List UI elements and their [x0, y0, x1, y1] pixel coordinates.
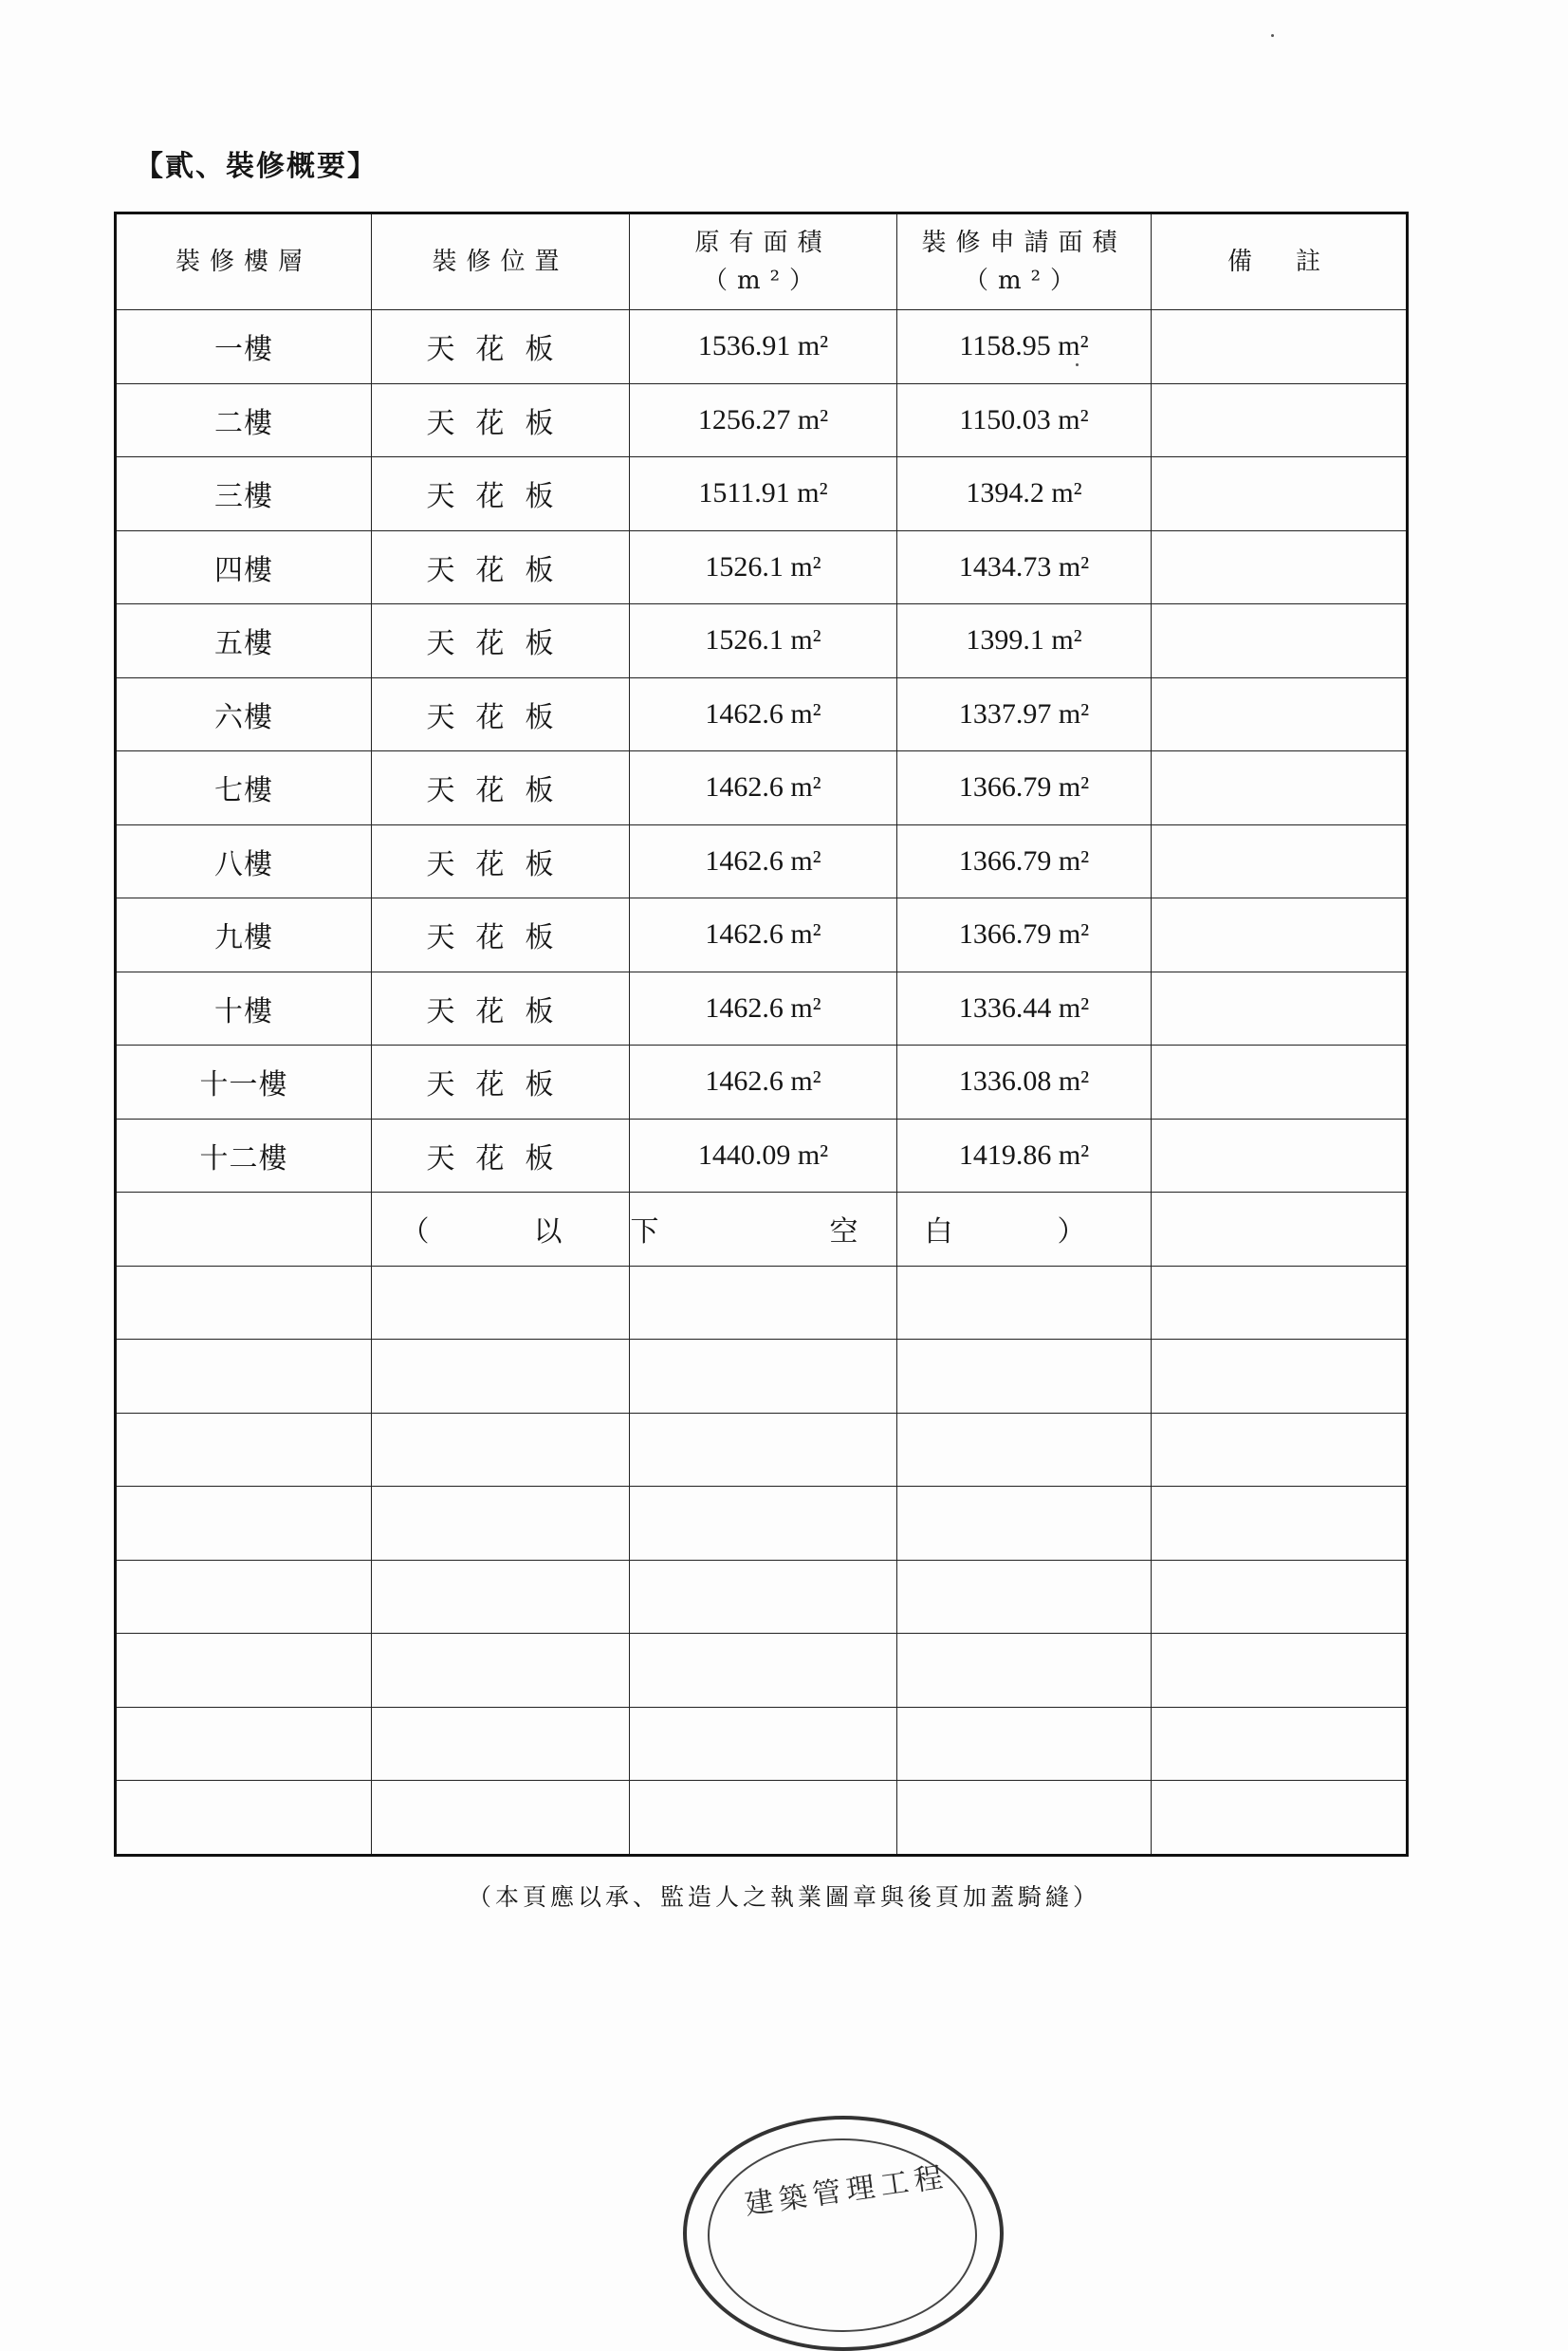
cell-remark: [1152, 677, 1408, 751]
cell-original-area: 1462.6 m²: [630, 898, 897, 972]
cell-empty: [372, 1340, 630, 1414]
cell-empty: [897, 1413, 1152, 1487]
cell-original-area: 1256.27 m²: [630, 383, 897, 457]
cell-location: 天花板: [372, 1046, 630, 1120]
cell-original-area: 1462.6 m²: [630, 1046, 897, 1120]
table-row: [116, 530, 1408, 604]
scan-speck: [1076, 363, 1079, 366]
cell-applied-area: 1158.95 m²: [897, 310, 1152, 384]
cell-original-area: 1511.91 m²: [630, 457, 897, 531]
cell-applied-area: 1419.86 m²: [897, 1119, 1152, 1193]
table-row: [116, 310, 1408, 384]
header-floor: 裝修樓層: [116, 213, 372, 310]
cell-applied-area: 1337.97 m²: [897, 677, 1152, 751]
cell-empty: [897, 1781, 1152, 1856]
cell-floor: 十二樓: [116, 1119, 372, 1193]
cell-empty: [116, 1781, 372, 1856]
cell-location: 天花板: [372, 457, 630, 531]
cell-empty: [1152, 1340, 1408, 1414]
cell-empty: [116, 1707, 372, 1781]
cell-empty: [897, 1634, 1152, 1708]
cell-original-area: 1462.6 m²: [630, 751, 897, 825]
cell-remark: [1152, 530, 1408, 604]
cell-floor: 五樓: [116, 604, 372, 678]
table-row: [116, 898, 1408, 972]
cell-location: 天花板: [372, 530, 630, 604]
header-location: 裝修位置: [372, 213, 630, 310]
cell-floor: 七樓: [116, 751, 372, 825]
cell-empty: [630, 1340, 897, 1414]
header-original-area: [630, 213, 897, 310]
cell-original-area: 1462.6 m²: [630, 677, 897, 751]
cell-original-area: 1526.1 m²: [630, 530, 897, 604]
table-row: [116, 824, 1408, 898]
cell-applied-area: 1366.79 m²: [897, 898, 1152, 972]
cell-location: 天花板: [372, 604, 630, 678]
header-applied-area-label: 裝修申請面積: [921, 228, 1127, 257]
header-remarks: 備 註: [1152, 213, 1408, 310]
cell-empty: [630, 1413, 897, 1487]
cell-empty: [630, 1781, 897, 1856]
empty-row: [116, 1634, 1408, 1708]
empty-row: [116, 1413, 1408, 1487]
cell-empty: [1152, 1560, 1408, 1634]
cell-applied-area: 1399.1 m²: [897, 604, 1152, 678]
header-applied-area: [897, 213, 1152, 310]
cell-remark: [1152, 457, 1408, 531]
cell-remark: [1152, 898, 1408, 972]
seal-stamp: [683, 2116, 1004, 2351]
empty-row: [116, 1266, 1408, 1340]
empty-row: [116, 1707, 1408, 1781]
table-row: [116, 1119, 1408, 1193]
seal-text: 建築管理工程: [743, 2160, 950, 2222]
header-applied-area-unit: （m²）: [963, 267, 1085, 295]
cell-remark: [1152, 824, 1408, 898]
cell-empty: [1152, 1193, 1408, 1267]
cell-applied-area: 1366.79 m²: [897, 751, 1152, 825]
cell-floor: 九樓: [116, 898, 372, 972]
cell-empty: [897, 1340, 1152, 1414]
cell-original-area: 1440.09 m²: [630, 1119, 897, 1193]
cell-empty: [372, 1707, 630, 1781]
cell-floor: 十樓: [116, 972, 372, 1046]
cell-empty: [630, 1707, 897, 1781]
cell-empty: [630, 1487, 897, 1561]
section-title: 【貳、裝修概要】: [135, 150, 378, 183]
cell-location: 天花板: [372, 677, 630, 751]
cell-empty: [372, 1634, 630, 1708]
cell-remark: [1152, 1046, 1408, 1120]
cell-empty: [116, 1634, 372, 1708]
blank-marker-part: 下 空: [630, 1193, 897, 1267]
cell-location: 天花板: [372, 824, 630, 898]
cell-empty: [372, 1781, 630, 1856]
header-original-area-label: 原有面積: [694, 228, 832, 257]
cell-empty: [372, 1413, 630, 1487]
table-row: [116, 677, 1408, 751]
table-row: [116, 604, 1408, 678]
empty-row: [116, 1781, 1408, 1856]
cell-floor: 二樓: [116, 383, 372, 457]
cell-empty: [116, 1560, 372, 1634]
table-row: [116, 1046, 1408, 1120]
cell-floor: 十一樓: [116, 1046, 372, 1120]
cell-applied-area: 1434.73 m²: [897, 530, 1152, 604]
cell-empty: [897, 1487, 1152, 1561]
cell-empty: [372, 1266, 630, 1340]
cell-location: 天花板: [372, 383, 630, 457]
table-header-row: [116, 213, 1408, 310]
cell-remark: [1152, 310, 1408, 384]
table-row: [116, 972, 1408, 1046]
cell-applied-area: 1394.2 m²: [897, 457, 1152, 531]
blank-marker-part: 白 ）: [897, 1193, 1152, 1267]
cell-empty: [116, 1487, 372, 1561]
cell-empty: [897, 1266, 1152, 1340]
cell-empty: [372, 1560, 630, 1634]
cell-remark: [1152, 383, 1408, 457]
blank-marker-row: [116, 1193, 1408, 1267]
cell-applied-area: 1336.44 m²: [897, 972, 1152, 1046]
renovation-summary-table: [114, 212, 1409, 1857]
cell-applied-area: 1336.08 m²: [897, 1046, 1152, 1120]
table-row: [116, 457, 1408, 531]
cell-location: 天花板: [372, 1119, 630, 1193]
cell-empty: [1152, 1487, 1408, 1561]
cell-remark: [1152, 751, 1408, 825]
cell-empty: [1152, 1634, 1408, 1708]
cell-applied-area: 1366.79 m²: [897, 824, 1152, 898]
cell-location: 天花板: [372, 310, 630, 384]
cell-empty: [116, 1193, 372, 1267]
cell-remark: [1152, 1119, 1408, 1193]
cell-remark: [1152, 972, 1408, 1046]
cell-floor: 六樓: [116, 677, 372, 751]
header-original-area-unit: （m²）: [702, 267, 824, 295]
table-row: [116, 751, 1408, 825]
empty-row: [116, 1560, 1408, 1634]
empty-row: [116, 1340, 1408, 1414]
cell-location: 天花板: [372, 898, 630, 972]
cell-empty: [630, 1634, 897, 1708]
cell-floor: 四樓: [116, 530, 372, 604]
cell-location: 天花板: [372, 972, 630, 1046]
table-row: [116, 383, 1408, 457]
empty-row: [116, 1487, 1408, 1561]
cell-location: 天花板: [372, 751, 630, 825]
cell-empty: [1152, 1266, 1408, 1340]
cell-empty: [897, 1560, 1152, 1634]
cell-floor: 一樓: [116, 310, 372, 384]
cell-empty: [897, 1707, 1152, 1781]
cell-empty: [1152, 1413, 1408, 1487]
scan-speck: [1271, 34, 1274, 37]
cell-empty: [630, 1266, 897, 1340]
cell-remark: [1152, 604, 1408, 678]
cell-floor: 三樓: [116, 457, 372, 531]
cell-original-area: 1462.6 m²: [630, 824, 897, 898]
cell-empty: [372, 1487, 630, 1561]
cell-empty: [116, 1413, 372, 1487]
footer-note: （本頁應以承、監造人之執業圖章與後頁加蓋騎縫）: [467, 1883, 1100, 1911]
cell-original-area: 1526.1 m²: [630, 604, 897, 678]
cell-empty: [1152, 1707, 1408, 1781]
cell-floor: 八樓: [116, 824, 372, 898]
cell-empty: [630, 1560, 897, 1634]
cell-original-area: 1536.91 m²: [630, 310, 897, 384]
cell-empty: [116, 1340, 372, 1414]
cell-empty: [116, 1266, 372, 1340]
cell-original-area: 1462.6 m²: [630, 972, 897, 1046]
cell-applied-area: 1150.03 m²: [897, 383, 1152, 457]
blank-marker-part: （ 以: [372, 1193, 630, 1267]
cell-empty: [1152, 1781, 1408, 1856]
